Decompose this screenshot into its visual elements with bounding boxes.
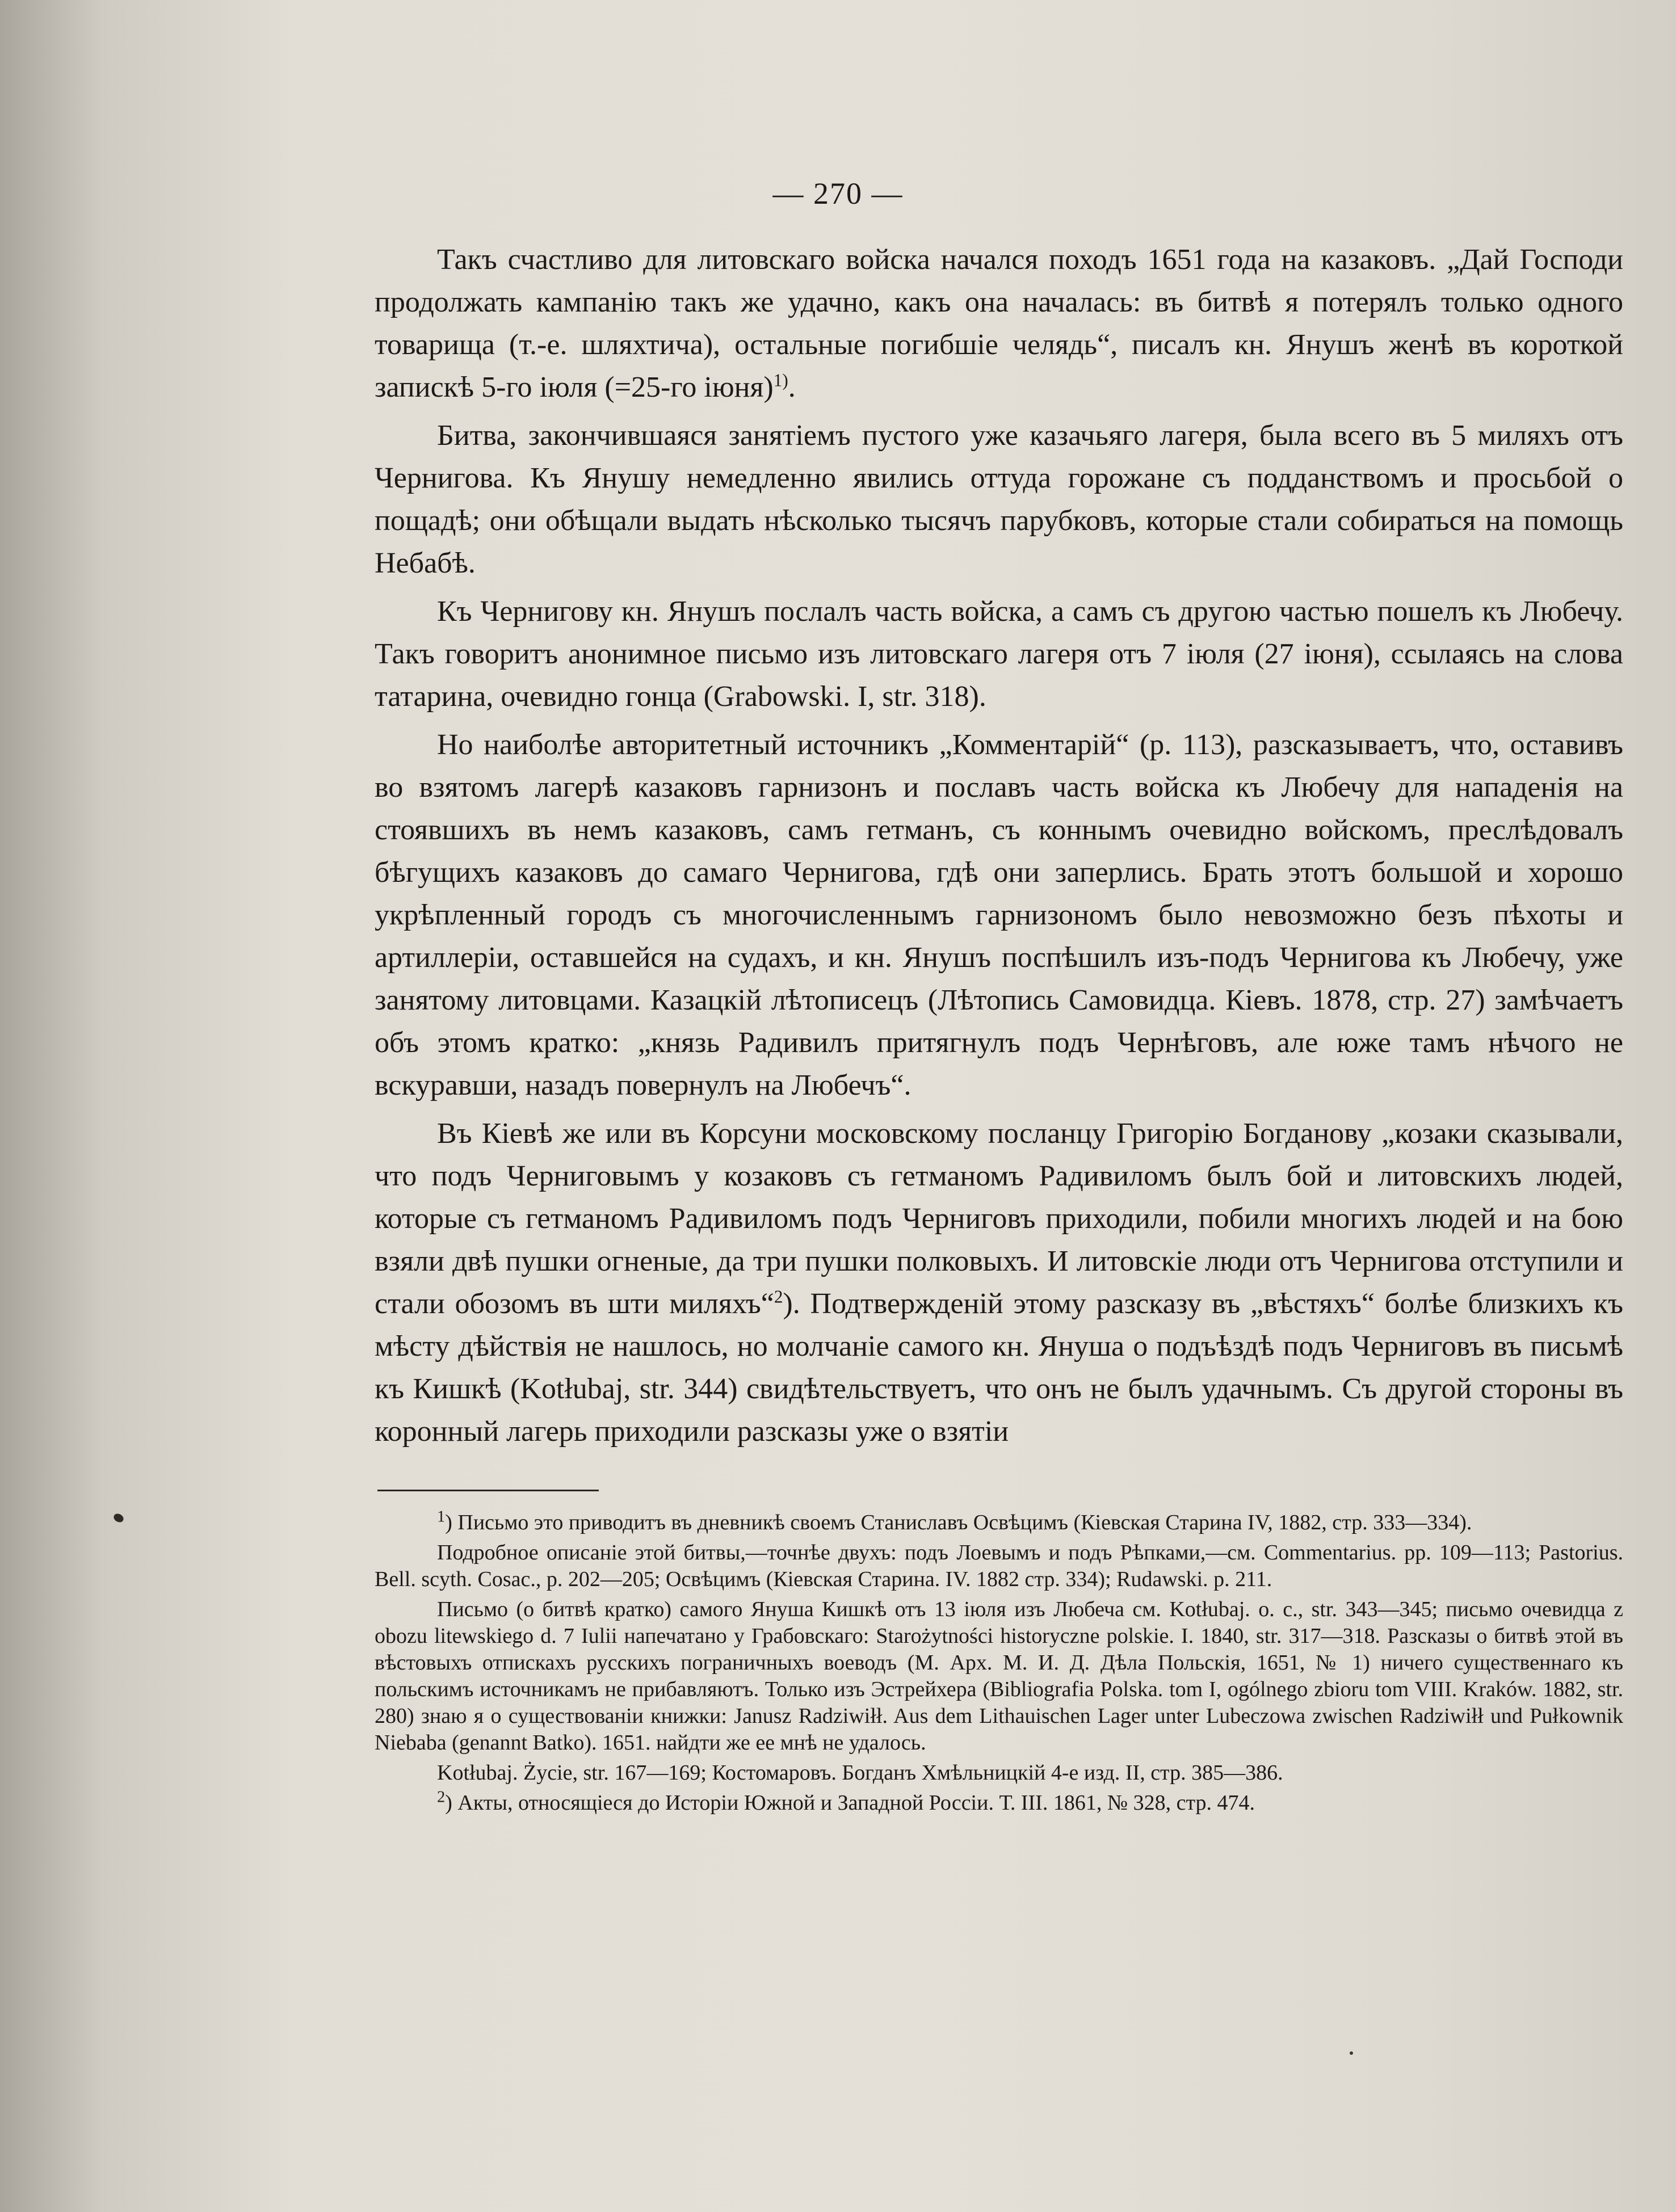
ink-smudge xyxy=(112,1512,125,1524)
footnote-1-text: ) Письмо это приводитъ въ дневникѣ своемъ Станиславъ Освѣцимъ (Кіевская Старина IV, 1882, стр. 333—334). xyxy=(445,1511,1472,1534)
footnote-1-mark: 1 xyxy=(437,1508,446,1526)
paragraph-2: Битва, закончившаяся занятіемъ пустого уже казачьяго лагеря, была всего въ 5 миляхъ отъ Чернигова. Къ Янушу немедленно явились оттуда горожане съ подданствомъ и просьбой о пощадѣ; они обѣщали выдать нѣсколько тысячъ парубковъ, которые стали собираться на помощь Небабѣ. xyxy=(375,419,1623,579)
ink-speck xyxy=(1350,2051,1353,2055)
footnote-ref-2: 2 xyxy=(774,1286,783,1307)
footnote-divider xyxy=(377,1490,599,1491)
paragraph-1 xyxy=(375,238,1623,409)
footnote-1-cont-b: Письмо (о битвѣ кратко) самого Януша Кишкѣ отъ 13 іюля изъ Любеча см. Kotłubaj. o. c., str. 343—345; письмо очевидца z obozu litewskiego d. 7 Iulii напечатано у Грабовскаго: Starożytności historyczne polskie. I. 1840, str. 317—318. Разсказы о битвѣ этой въ вѣстовыхъ отпискахъ русскихъ пограничныхъ воеводъ (М. Арх. М. И. Д. Дѣла Польскія, 1651, № 1) ничего существеннаго къ польскимъ источникамъ не прибавляютъ. Только изъ Эстрейхера (Bibliografia Polska. tom I, ogólnego zbioru tom VIII. Kraków. 1882, str. 280) знаю я о существованіи книжки: Janusz Radziwiłł. Aus dem Lithauischen Lager unter Lubeczowa zwischen Radziwiłł und Pułkownik Niebaba (genannt Batko). 1651. найдти же ее мнѣ не удалось. xyxy=(375,1597,1623,1755)
footnote-1-cont-a: Подробное описаніе этой битвы,—точнѣе двухъ: подъ Лоевымъ и подъ Рѣпками,—см. Commentarius. pp. 109—113; Pastorius. Bell. scyth. Cosac., p. 202—205; Освѣцимъ (Кіевская Старина. IV. 1882 стр. 334); Rudawski. p. 211. xyxy=(375,1541,1623,1591)
paragraph-5-cont: ). Подтвержденій этому разсказу въ „вѣстяхъ“ болѣе близкихъ къ мѣсту дѣйствія не нашлось, но молчаніе самого кн. Януша о подъѣздѣ подъ Черниговъ въ письмѣ къ Кишкѣ (Kotłubaj, str. 344) свидѣтельствуетъ, что онъ не былъ удачнымъ. Съ другой стороны въ коронный лагерь приходили разсказы уже о взятіи xyxy=(375,1288,1623,1448)
footnote-1 xyxy=(375,1509,1623,1536)
paragraph-1-end: . xyxy=(788,371,796,403)
paragraph-1-text: Такъ счастливо для литовскаго войска начался походъ 1651 года на казаковъ. „Дай Господи продолжать кампанію такъ же удачно, какъ она началась: въ битвѣ я потерялъ только одного товарища (т.-е. шляхтича), остальные погибшіе челядь“, писалъ кн. Янушъ женѣ въ короткой запискѣ 5-го іюля (=25-го іюня) xyxy=(375,243,1623,403)
footnote-2 xyxy=(375,1790,1623,1816)
footnote-1-cont-c: Kotłubaj. Życie, str. 167—169; Костомаровъ. Богданъ Хмѣльницкій 4-е изд. II, стр. 385—386. xyxy=(437,1761,1283,1785)
paragraph-5 xyxy=(375,1112,1623,1453)
paragraph-5-text: Въ Кіевѣ же или въ Корсуни московскому посланцу Григорію Богданову „козаки сказывали, что подъ Черниговымъ у козаковъ съ гетманомъ Радивиломъ былъ бой и литовскихъ людей, которые съ гетманомъ Радивиломъ подъ Черниговъ приходили, побили многихъ людей и на бою взяли двѣ пушки огненые, да три пушки полковыхъ. И литовскіе люди отъ Чернигова отступили и стали обозомъ въ шти миляхъ“ xyxy=(375,1117,1623,1320)
paragraph-4: Но наиболѣе авторитетный источникъ „Комментарій“ (p. 113), разсказываетъ, что, оставивъ во взятомъ лагерѣ казаковъ гарнизонъ и пославъ часть войска къ Любечу для нападенія на стоявшихъ въ немъ казаковъ, самъ гетманъ, съ коннымъ очевидно войскомъ, преслѣдовалъ бѣгущихъ казаковъ до самаго Чернигова, гдѣ они заперлись. Брать этотъ большой и хорошо укрѣпленный городъ съ многочисленнымъ гарнизономъ было невозможно безъ пѣхоты и артиллеріи, оставшейся на судахъ, и кн. Янушъ поспѣшилъ изъ-подъ Чернигова къ Любечу, уже занятому литовцами. Казацкій лѣтописецъ (Лѣтопись Самовидца. Кіевъ. 1878, стр. 27) замѣчаетъ объ этомъ кратко: „князь Радивилъ притягнулъ подъ Чернѣговъ, але юже тамъ нѣчого не вскуравши, назадъ повернулъ на Любечъ“. xyxy=(375,729,1623,1101)
page-number: — 270 — xyxy=(772,176,904,211)
footnote-2-text: ) Акты, относящіеся до Исторіи Южной и Западной Россіи. Т. III. 1861, № 328, стр. 474. xyxy=(445,1791,1255,1815)
paragraph-3: Къ Чернигову кн. Янушъ послалъ часть войска, а самъ съ другою частью пошелъ къ Любечу. Такъ говоритъ анонимное письмо изъ литовскаго лагеря отъ 7 іюля (27 іюня), ссылаясь на слова татарина, очевидно гонца (Grabowski. I, str. 318). xyxy=(375,595,1623,713)
footnote-2-mark: 2 xyxy=(437,1788,446,1806)
footnotes xyxy=(375,1509,1623,1820)
body-text xyxy=(375,238,1623,1458)
footnote-ref-1: 1) xyxy=(773,370,788,390)
